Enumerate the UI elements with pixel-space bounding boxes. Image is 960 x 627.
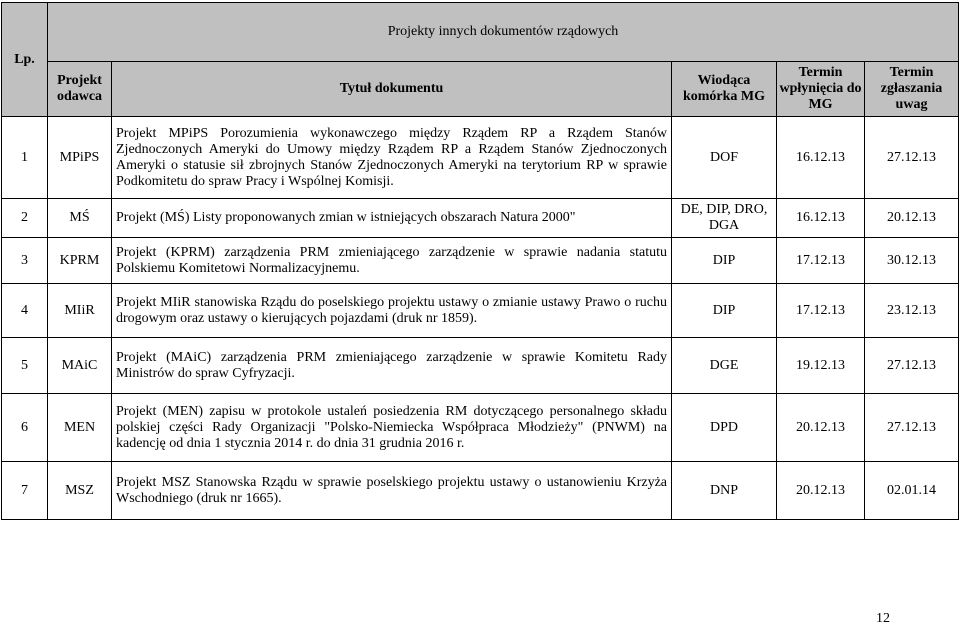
- row-termin-uwag: 27.12.13: [865, 117, 959, 199]
- row-title: Projekt MSZ Stanowska Rządu w sprawie poselskiego projektu ustawy o ustanowieniu Krzyża Wschodniego (druk nr 1665).: [112, 462, 672, 520]
- row-komorka: DGE: [672, 338, 777, 394]
- row-termin-uwag: 02.01.14: [865, 462, 959, 520]
- documents-table: [1, 2, 959, 520]
- row-termin-wplyniecia: 19.12.13: [777, 338, 865, 394]
- row-projektodawca: MSZ: [48, 462, 112, 520]
- row-title: Projekt MIiR stanowiska Rządu do poselskiego projektu ustawy o zmianie ustawy Prawo o ruchu drogowym oraz ustawy o kierujących pojazdami (druk nr 1859).: [112, 284, 672, 338]
- header-termin-wplyniecia: Termin wpłynięcia do MG: [777, 62, 865, 117]
- table-row: [2, 284, 959, 338]
- row-title: Projekt (MŚ) Listy proponowanych zmian w istniejących obszarach Natura 2000": [112, 199, 672, 238]
- table-row: [2, 338, 959, 394]
- table-row: [2, 117, 959, 199]
- row-lp: 7: [2, 462, 48, 520]
- header-tytul-dokumentu: Tytuł dokumentu: [112, 62, 672, 117]
- row-projektodawca: MEN: [48, 394, 112, 462]
- row-termin-uwag: 30.12.13: [865, 238, 959, 284]
- row-projektodawca: MPiPS: [48, 117, 112, 199]
- row-projektodawca: KPRM: [48, 238, 112, 284]
- row-lp: 1: [2, 117, 48, 199]
- row-komorka: DIP: [672, 284, 777, 338]
- row-komorka: DIP: [672, 238, 777, 284]
- header-wiodaca-komorka: Wiodąca komórka MG: [672, 62, 777, 117]
- row-title: Projekt (KPRM) zarządzenia PRM zmieniającego zarządzenie w sprawie nadania statutu Polskiemu Komitetowi Normalizacyjnemu.: [112, 238, 672, 284]
- row-termin-wplyniecia: 17.12.13: [777, 284, 865, 338]
- row-termin-wplyniecia: 16.12.13: [777, 199, 865, 238]
- table-title: Projekty innych dokumentów rządowych: [48, 3, 959, 62]
- row-komorka: DPD: [672, 394, 777, 462]
- table-row: [2, 462, 959, 520]
- row-projektodawca: MAiC: [48, 338, 112, 394]
- row-title: Projekt (MAiC) zarządzenia PRM zmieniającego zarządzenie w sprawie Komitetu Rady Ministrów do spraw Cyfryzacji.: [112, 338, 672, 394]
- row-termin-uwag: 27.12.13: [865, 338, 959, 394]
- table-row: [2, 394, 959, 462]
- row-lp: 4: [2, 284, 48, 338]
- row-komorka: DOF: [672, 117, 777, 199]
- header-projekt-odawca: Projekt odawca: [48, 62, 112, 117]
- row-termin-wplyniecia: 16.12.13: [777, 117, 865, 199]
- row-termin-wplyniecia: 20.12.13: [777, 462, 865, 520]
- row-title: Projekt (MEN) zapisu w protokole ustaleń posiedzenia RM dotyczącego personalnego składu polskiej części Rady Organizacji "Polsko-Niemiecka Współpraca Młodzieży" (PNWM) na kadencję od dnia 1 stycznia 2014 r. do dnia 31 grudnia 2016 r.: [112, 394, 672, 462]
- row-komorka: DE, DIP, DRO, DGA: [672, 199, 777, 238]
- table-row: [2, 238, 959, 284]
- row-lp: 2: [2, 199, 48, 238]
- header-lp: Lp.: [2, 3, 48, 117]
- row-termin-wplyniecia: 20.12.13: [777, 394, 865, 462]
- row-lp: 3: [2, 238, 48, 284]
- table-row: [2, 199, 959, 238]
- row-projektodawca: MŚ: [48, 199, 112, 238]
- row-title: Projekt MPiPS Porozumienia wykonawczego między Rządem RP a Rządem Stanów Zjednoczonych Ameryki do Umowy między Rządem RP a Rządem Stanów Zjednoczonych Ameryki o statusie sił zbrojnych Stanów Zjednoczonych Ameryki na terytorium RP w sprawie Podkomitetu do spraw Pracy i Wspólnej Komisji.: [112, 117, 672, 199]
- row-termin-uwag: 27.12.13: [865, 394, 959, 462]
- row-termin-uwag: 23.12.13: [865, 284, 959, 338]
- row-lp: 6: [2, 394, 48, 462]
- row-projektodawca: MIiR: [48, 284, 112, 338]
- row-lp: 5: [2, 338, 48, 394]
- page-number: 12: [876, 611, 890, 626]
- row-termin-uwag: 20.12.13: [865, 199, 959, 238]
- row-termin-wplyniecia: 17.12.13: [777, 238, 865, 284]
- row-komorka: DNP: [672, 462, 777, 520]
- header-termin-uwag: Termin zgłaszania uwag: [865, 62, 959, 117]
